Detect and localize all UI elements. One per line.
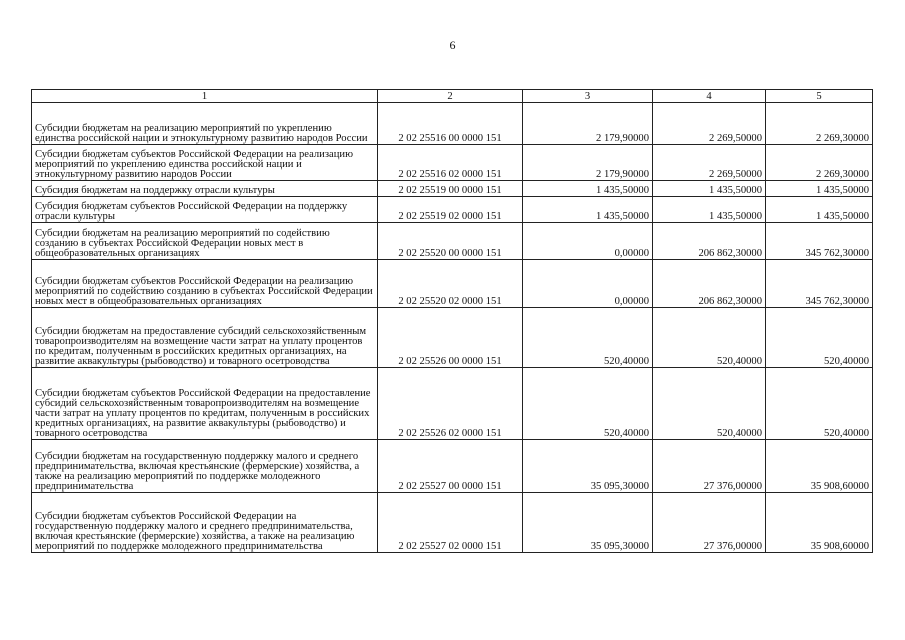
row-name: Субсидии бюджетам субъектов Российской Федерации на реализацию мероприятий по укреплению единства российской нации и этнокультурному развитию народов России [32, 145, 378, 181]
page-number: 6 [449, 38, 456, 52]
row-value-3: 35 908,60000 [766, 493, 873, 553]
row-value-2: 27 376,00000 [653, 440, 766, 493]
table-row [32, 181, 873, 197]
row-code: 2 02 25516 00 0000 151 [378, 103, 523, 145]
row-name: Субсидии бюджетам субъектов Российской Федерации на государственную поддержку малого и среднего предпринимательства, включая крестьянские (фермерские) хозяйства, а также на реализацию мероприятий по поддержке молодежного предпринимательства [32, 493, 378, 553]
row-value-3: 2 269,30000 [766, 103, 873, 145]
row-value-2: 1 435,50000 [653, 181, 766, 197]
header-col-5: 5 [766, 90, 873, 103]
table-row [32, 440, 873, 493]
row-value-1: 0,00000 [523, 223, 653, 260]
row-name: Субсидии бюджетам на реализацию мероприятий по укреплению единства российской нации и этнокультурному развитию народов России [32, 103, 378, 145]
row-value-3: 345 762,30000 [766, 223, 873, 260]
row-value-3: 520,40000 [766, 308, 873, 368]
row-value-3: 35 908,60000 [766, 440, 873, 493]
row-value-3: 2 269,30000 [766, 145, 873, 181]
table-row [32, 197, 873, 223]
header-row [32, 90, 873, 103]
row-code: 2 02 25520 00 0000 151 [378, 223, 523, 260]
row-value-1: 35 095,30000 [523, 440, 653, 493]
row-value-3: 520,40000 [766, 368, 873, 440]
row-value-3: 345 762,30000 [766, 260, 873, 308]
row-value-2: 520,40000 [653, 368, 766, 440]
row-value-2: 2 269,50000 [653, 103, 766, 145]
row-value-1: 1 435,50000 [523, 197, 653, 223]
row-value-1: 520,40000 [523, 308, 653, 368]
table-row [32, 223, 873, 260]
row-name: Субсидия бюджетам на поддержку отрасли культуры [32, 181, 378, 197]
row-code: 2 02 25519 02 0000 151 [378, 197, 523, 223]
header-col-4: 4 [653, 90, 766, 103]
table-row [32, 368, 873, 440]
row-code: 2 02 25526 02 0000 151 [378, 368, 523, 440]
row-value-2: 27 376,00000 [653, 493, 766, 553]
row-value-1: 2 179,90000 [523, 145, 653, 181]
table-row [32, 493, 873, 553]
table-row [32, 145, 873, 181]
row-name: Субсидии бюджетам на предоставление субсидий сельскохозяйственным товаропроизводителям на возмещение части затрат на уплату процентов по кредитам, полученным в российских кредитных организациях, на развитие аквакультуры (рыбоводство) и товарного осетроводства [32, 308, 378, 368]
row-value-2: 206 862,30000 [653, 260, 766, 308]
header-col-2: 2 [378, 90, 523, 103]
row-value-1: 1 435,50000 [523, 181, 653, 197]
row-value-1: 520,40000 [523, 368, 653, 440]
row-code: 2 02 25527 02 0000 151 [378, 493, 523, 553]
row-value-3: 1 435,50000 [766, 181, 873, 197]
row-name: Субсидии бюджетам субъектов Российской Федерации на реализацию мероприятий по содействию созданию в субъектах Российской Федерации новых мест в общеобразовательных организациях [32, 260, 378, 308]
row-code: 2 02 25526 00 0000 151 [378, 308, 523, 368]
row-value-2: 2 269,50000 [653, 145, 766, 181]
row-code: 2 02 25519 00 0000 151 [378, 181, 523, 197]
row-name: Субсидии бюджетам на реализацию мероприятий по содействию созданию в субъектах Российской Федерации новых мест в общеобразовательных организациях [32, 223, 378, 260]
row-value-1: 0,00000 [523, 260, 653, 308]
row-value-1: 35 095,30000 [523, 493, 653, 553]
table-row [32, 260, 873, 308]
table-row [32, 308, 873, 368]
row-code: 2 02 25516 02 0000 151 [378, 145, 523, 181]
row-code: 2 02 25520 02 0000 151 [378, 260, 523, 308]
row-value-2: 520,40000 [653, 308, 766, 368]
row-value-2: 206 862,30000 [653, 223, 766, 260]
header-col-1: 1 [32, 90, 378, 103]
row-name: Субсидии бюджетам субъектов Российской Федерации на предоставление субсидий сельскохозяйственным товаропроизводителям на возмещение части затрат на уплату процентов по кредитам, полученным в российских кредитных организациях, на развитие аквакультуры (рыбоводство) и товарного осетроводства [32, 368, 378, 440]
row-value-3: 1 435,50000 [766, 197, 873, 223]
row-code: 2 02 25527 00 0000 151 [378, 440, 523, 493]
row-value-2: 1 435,50000 [653, 197, 766, 223]
row-name: Субсидии бюджетам на государственную поддержку малого и среднего предпринимательства, включая крестьянские (фермерские) хозяйства, а также на реализацию мероприятий по поддержке молодежного предпринимательства [32, 440, 378, 493]
header-col-3: 3 [523, 90, 653, 103]
budget-table [31, 89, 873, 553]
table-row [32, 103, 873, 145]
row-name: Субсидия бюджетам субъектов Российской Федерации на поддержку отрасли культуры [32, 197, 378, 223]
row-value-1: 2 179,90000 [523, 103, 653, 145]
